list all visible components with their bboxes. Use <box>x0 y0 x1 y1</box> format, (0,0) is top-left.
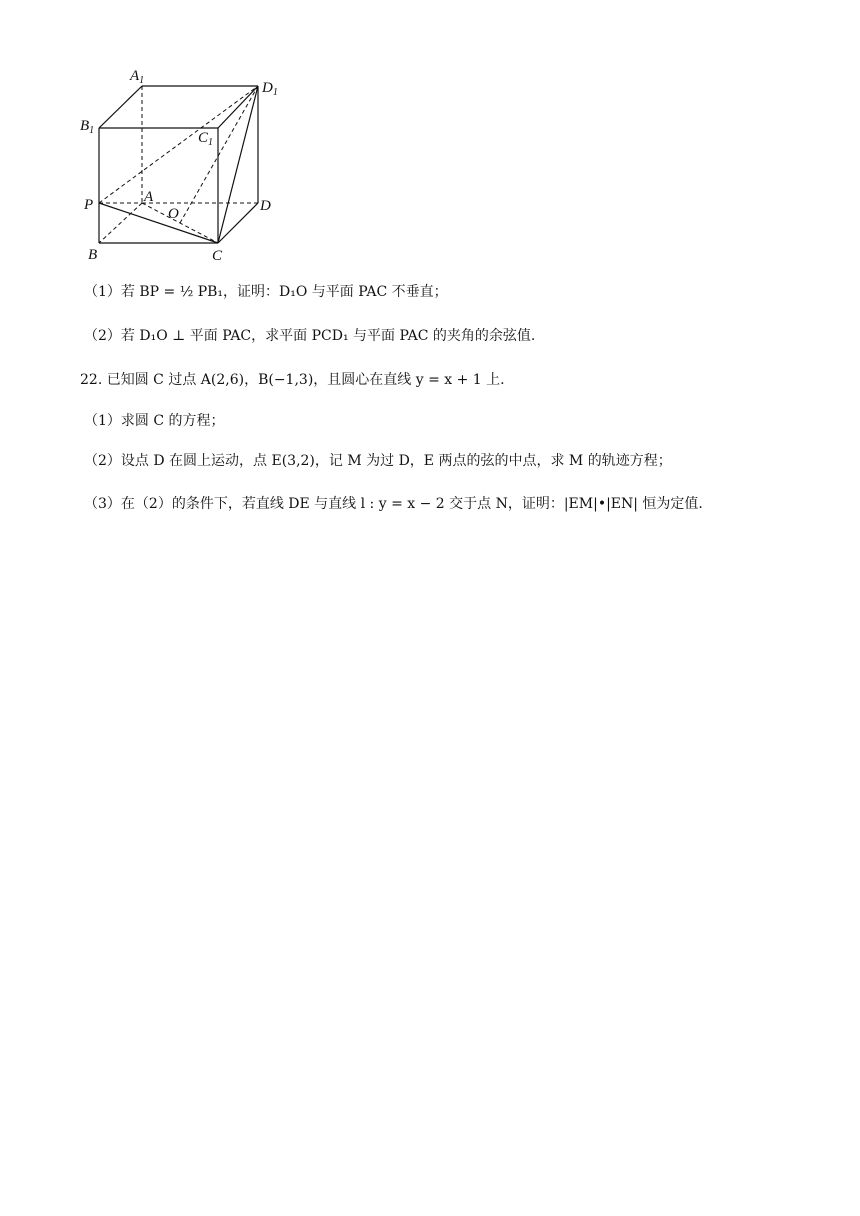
label-C: C <box>212 248 223 260</box>
edge-OD1 <box>180 86 258 223</box>
label-P: P <box>84 197 94 213</box>
label-C1: $C_1$ <box>198 130 214 148</box>
label-D1: $D_1$ <box>262 80 278 98</box>
edge-PC <box>99 203 218 243</box>
edge-PD1 <box>99 86 258 203</box>
edge-C1D1 <box>218 86 258 128</box>
edge-CD1 <box>218 86 258 243</box>
q22-part1: （1）求圆 C 的方程； <box>84 413 225 429</box>
label-D: D <box>260 198 271 214</box>
label-O: O <box>168 206 179 222</box>
label-A: A <box>144 189 154 205</box>
label-A1: $A_1$ <box>130 68 145 86</box>
edge-AB <box>99 203 142 243</box>
edge-A1B1 <box>99 86 142 128</box>
label-B1: $B_1$ <box>80 118 95 136</box>
label-B: B <box>88 247 98 260</box>
q22-part2: （2）设点 D 在圆上运动，点 E(3,2)，记 M 为过 D，E 两点的弦的中点，求 M 的轨迹方程； <box>84 453 672 469</box>
cube-figure <box>0 60 300 260</box>
edge-CD <box>218 203 258 243</box>
q21-part2: （2）若 D₁O ⊥ 平面 PAC，求平面 PCD₁ 与平面 PAC 的夹角的余弦值. <box>84 328 536 344</box>
q21-part1: （1）若 BP = ½ PB₁，证明：D₁O 与平面 PAC 不垂直； <box>84 284 448 300</box>
q22-stem: 22. 已知圆 C 过点 A(2,6)，B(−1,3)，且圆心在直线 y = x + 1 上. <box>80 372 505 388</box>
q22-part3: （3）在（2）的条件下，若直线 DE 与直线 l : y = x − 2 交于点 N，证明：|EM|•|EN| 恒为定值. <box>84 496 703 512</box>
